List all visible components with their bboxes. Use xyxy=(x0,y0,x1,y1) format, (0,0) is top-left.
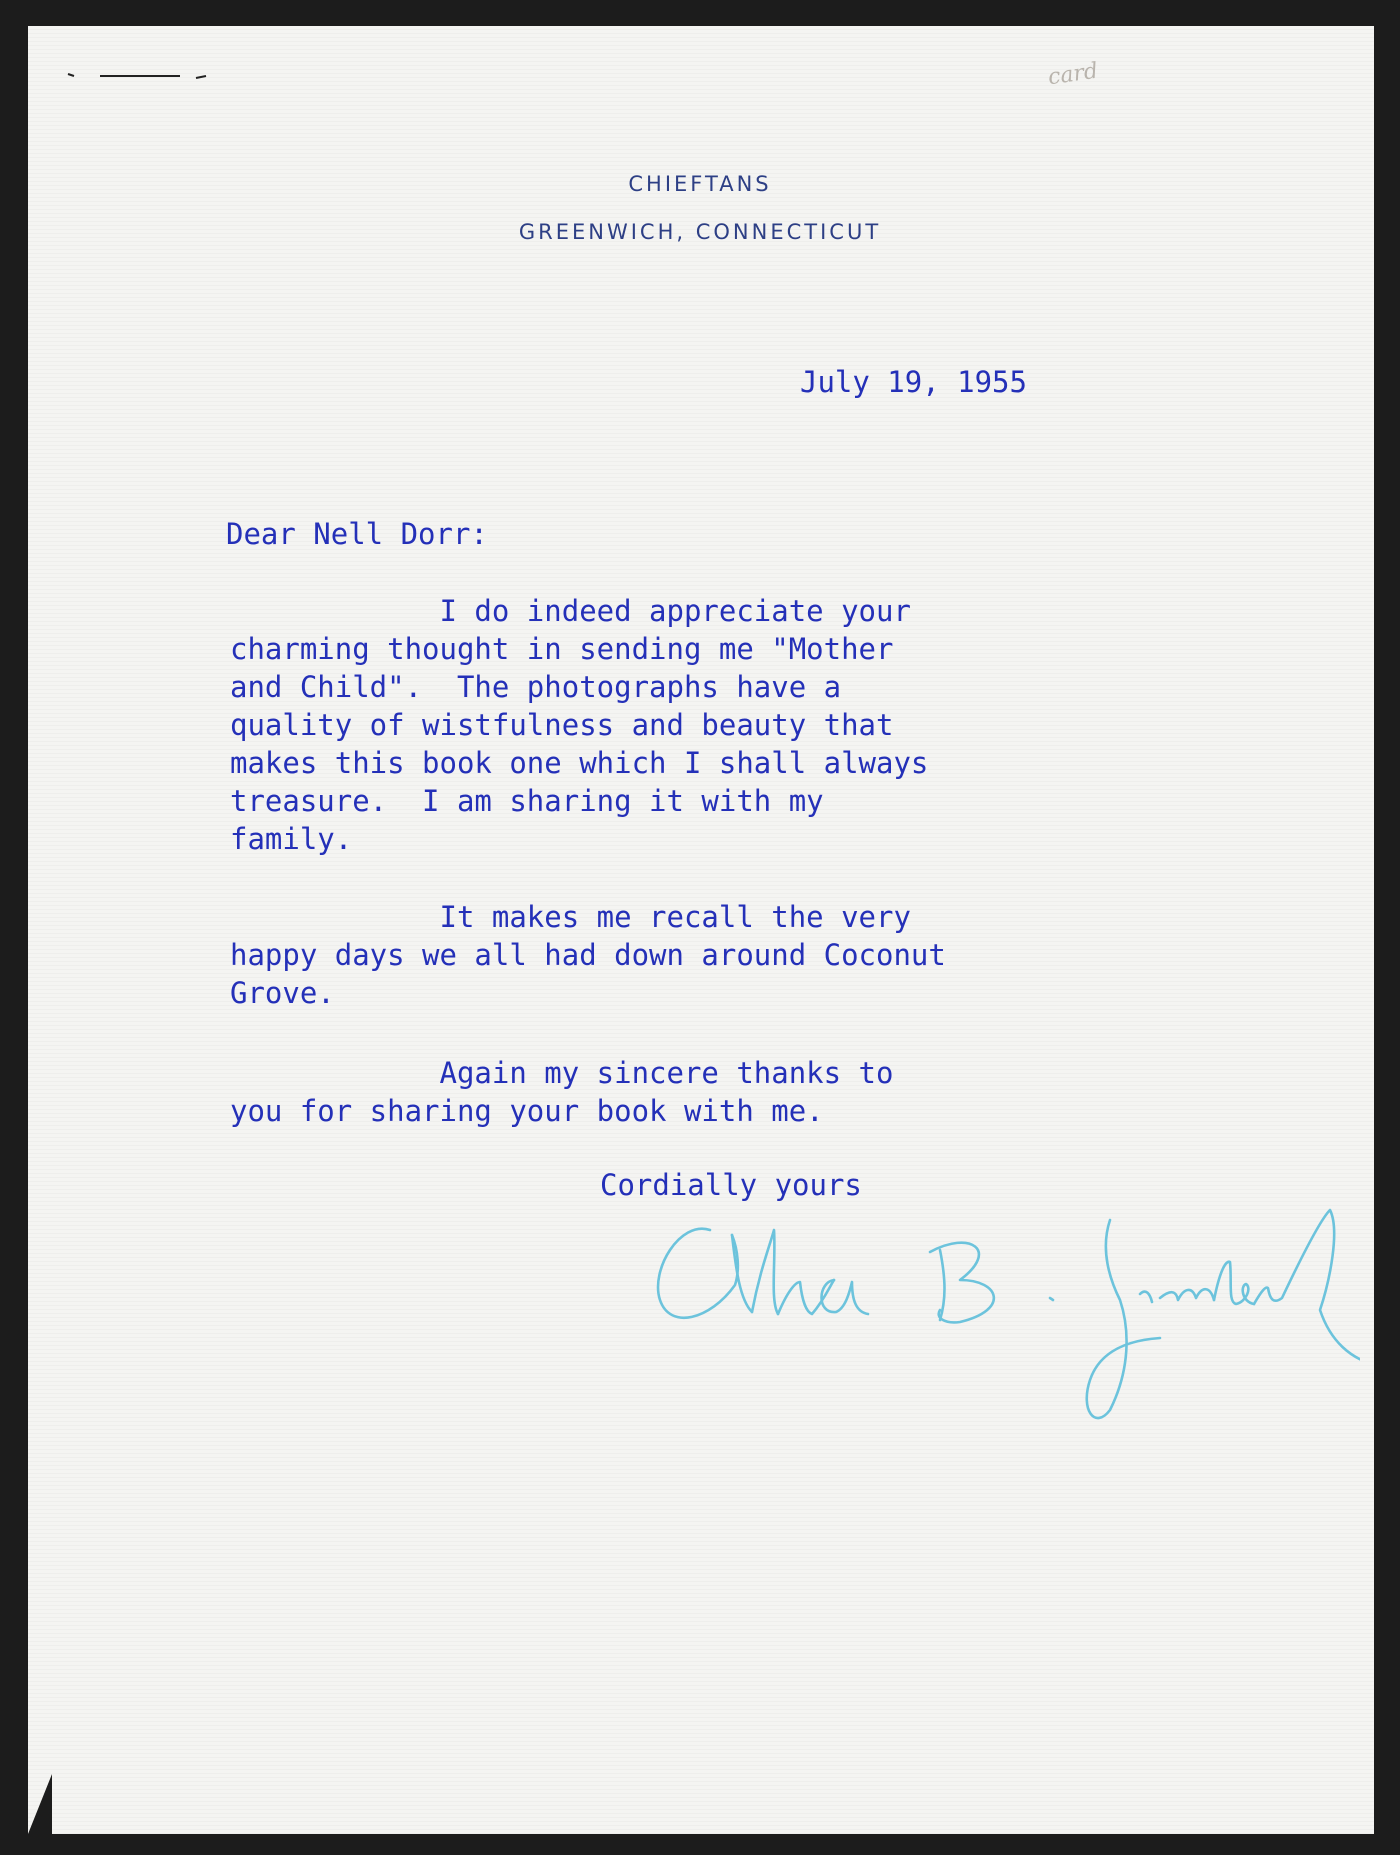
ink-mark xyxy=(60,70,210,82)
folded-corner xyxy=(28,1774,52,1834)
closing: Cordially yours xyxy=(600,1168,862,1202)
handwritten-note: card xyxy=(1046,58,1100,91)
letter-date: July 19, 1955 xyxy=(800,365,1027,399)
body-paragraph: I do indeed appreciate your charming thought in sending me "Mother and Child". The photographs have a quality of wistfulness and beauty that makes this book one which I shall always treasure. I am sharing it with my family. xyxy=(230,594,929,856)
salutation: Dear Nell Dorr: xyxy=(226,517,488,551)
handwritten-signature xyxy=(640,1190,1360,1430)
letterhead-name: CHIEFTANS xyxy=(628,172,772,196)
body-paragraph: It makes me recall the very happy days we all had down around Coconut Grove. xyxy=(230,900,946,1010)
letterhead-location: GREENWICH, CONNECTICUT xyxy=(518,220,882,244)
body-paragraph: Again my sincere thanks to you for sharing your book with me. xyxy=(230,1056,894,1128)
